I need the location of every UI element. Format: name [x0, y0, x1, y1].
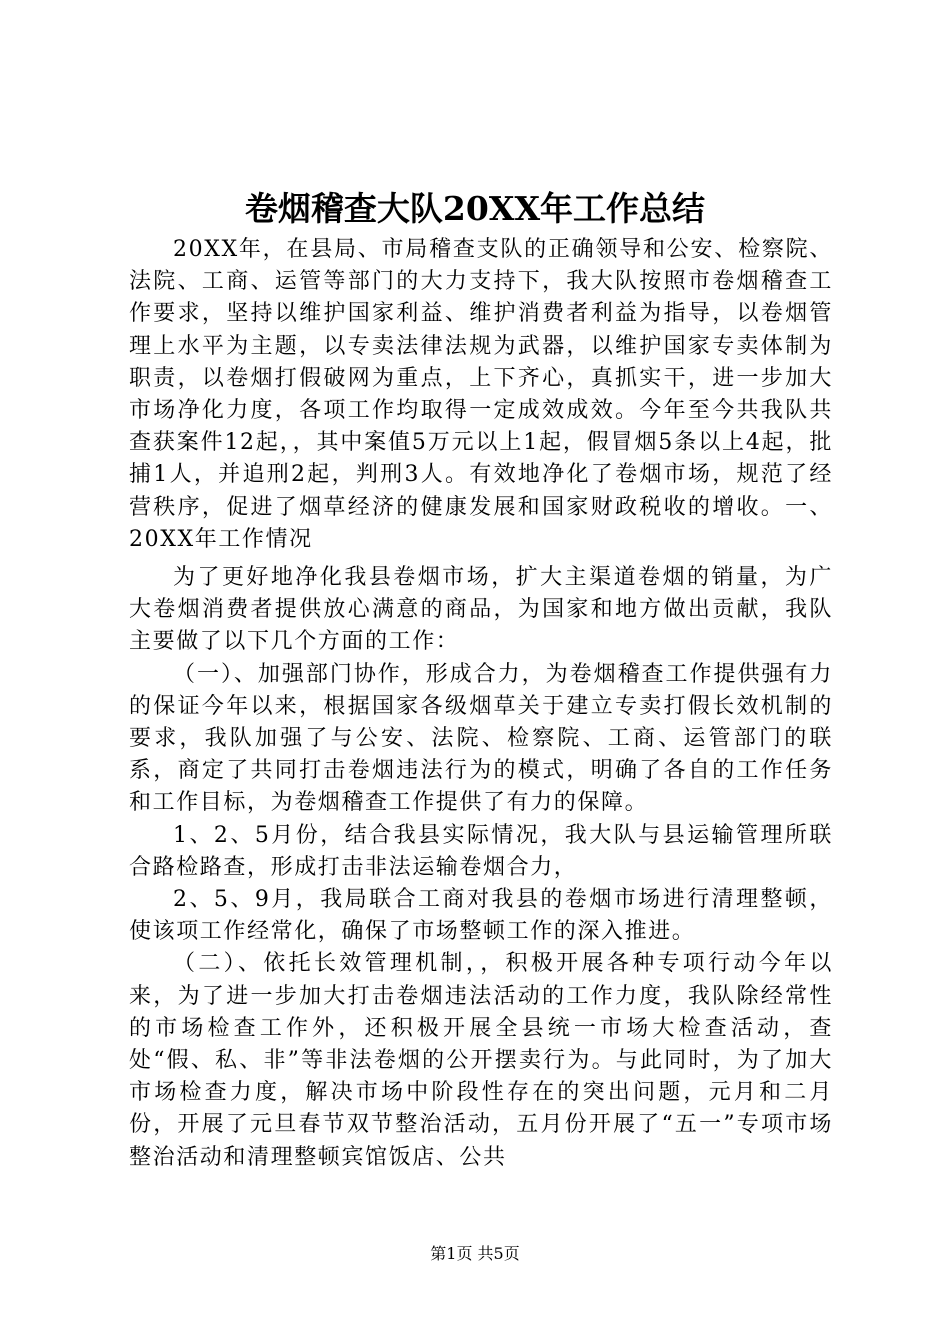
- paragraph-section-1: （一）、加强部门协作，形成合力，为卷烟稽查工作提供强有力的保证今年以来，根据国家各级烟草关于建立专卖打假长效机制的要求，我队加强了与公安、法院、检察院、工商、运管部门的联系，商定了共同打击卷烟违法行为的模式，明确了各自的工作任务和工作目标，为卷烟稽查工作提供了有力的保障。: [129, 661, 833, 816]
- page-number: 第1页 共5页: [430, 1244, 520, 1263]
- paragraph-overview: 为了更好地净化我县卷烟市场，扩大主渠道卷烟的销量，为广大卷烟消费者提供放心满意的商品，为国家和地方做出贡献，我队主要做了以下几个方面的工作：: [129, 565, 833, 655]
- work-section: [129, 562, 833, 1174]
- paragraph-section-2: （二）、依托长效管理机制，，积极开展各种专项行动今年以来，为了进一步加大打击卷烟违法活动的工作力度，我队除经常性的市场检查工作外，还积极开展全县统一市场大检查活动，查处“假、私、非”等非法卷烟的公开摆卖行为。与此同时，为了加大市场检查力度，解决市场中阶段性存在的突出问题，元月和二月份，开展了元旦春节双节整治活动，五月份开展了“五一”专项市场整治活动和清理整顿宾馆饭店、公共: [129, 951, 833, 1170]
- document-title: 卷烟稽查大队20XX年工作总结: [244, 189, 706, 228]
- paragraph-item-1: 1、2、5月份，结合我县实际情况，我大队与县运输管理所联合路检路查，形成打击非法运输卷烟合力，: [129, 822, 833, 880]
- intro-section: [129, 234, 833, 556]
- paragraph-item-2: 2、5、9月，我局联合工商对我县的卷烟市场进行清理整顿，使该项工作经常化，确保了市场整顿工作的深入推进。: [129, 887, 833, 945]
- paragraph-intro: 20XX年，在县局、市局稽查支队的正确领导和公安、检察院、法院、工商、运管等部门的大力支持下，我大队按照市卷烟稽查工作要求，坚持以维护国家利益、维护消费者利益为指导，以卷烟管理上水平为主题，以专卖法律法规为武器，以维护国家专卖体制为职责，以卷烟打假破网为重点，上下齐心，真抓实干，进一步加大市场净化力度，各项工作均取得一定成效成效。今年至今共我队共查获案件12起，，其中案值5万元以上1起，假冒烟5条以上4起，批捕1人，并追刑2起，判刑3人。有效地净化了卷烟市场，规范了经营秩序，促进了烟草经济的健康发展和国家财政税收的增收。一、20XX年工作情况: [129, 237, 833, 552]
